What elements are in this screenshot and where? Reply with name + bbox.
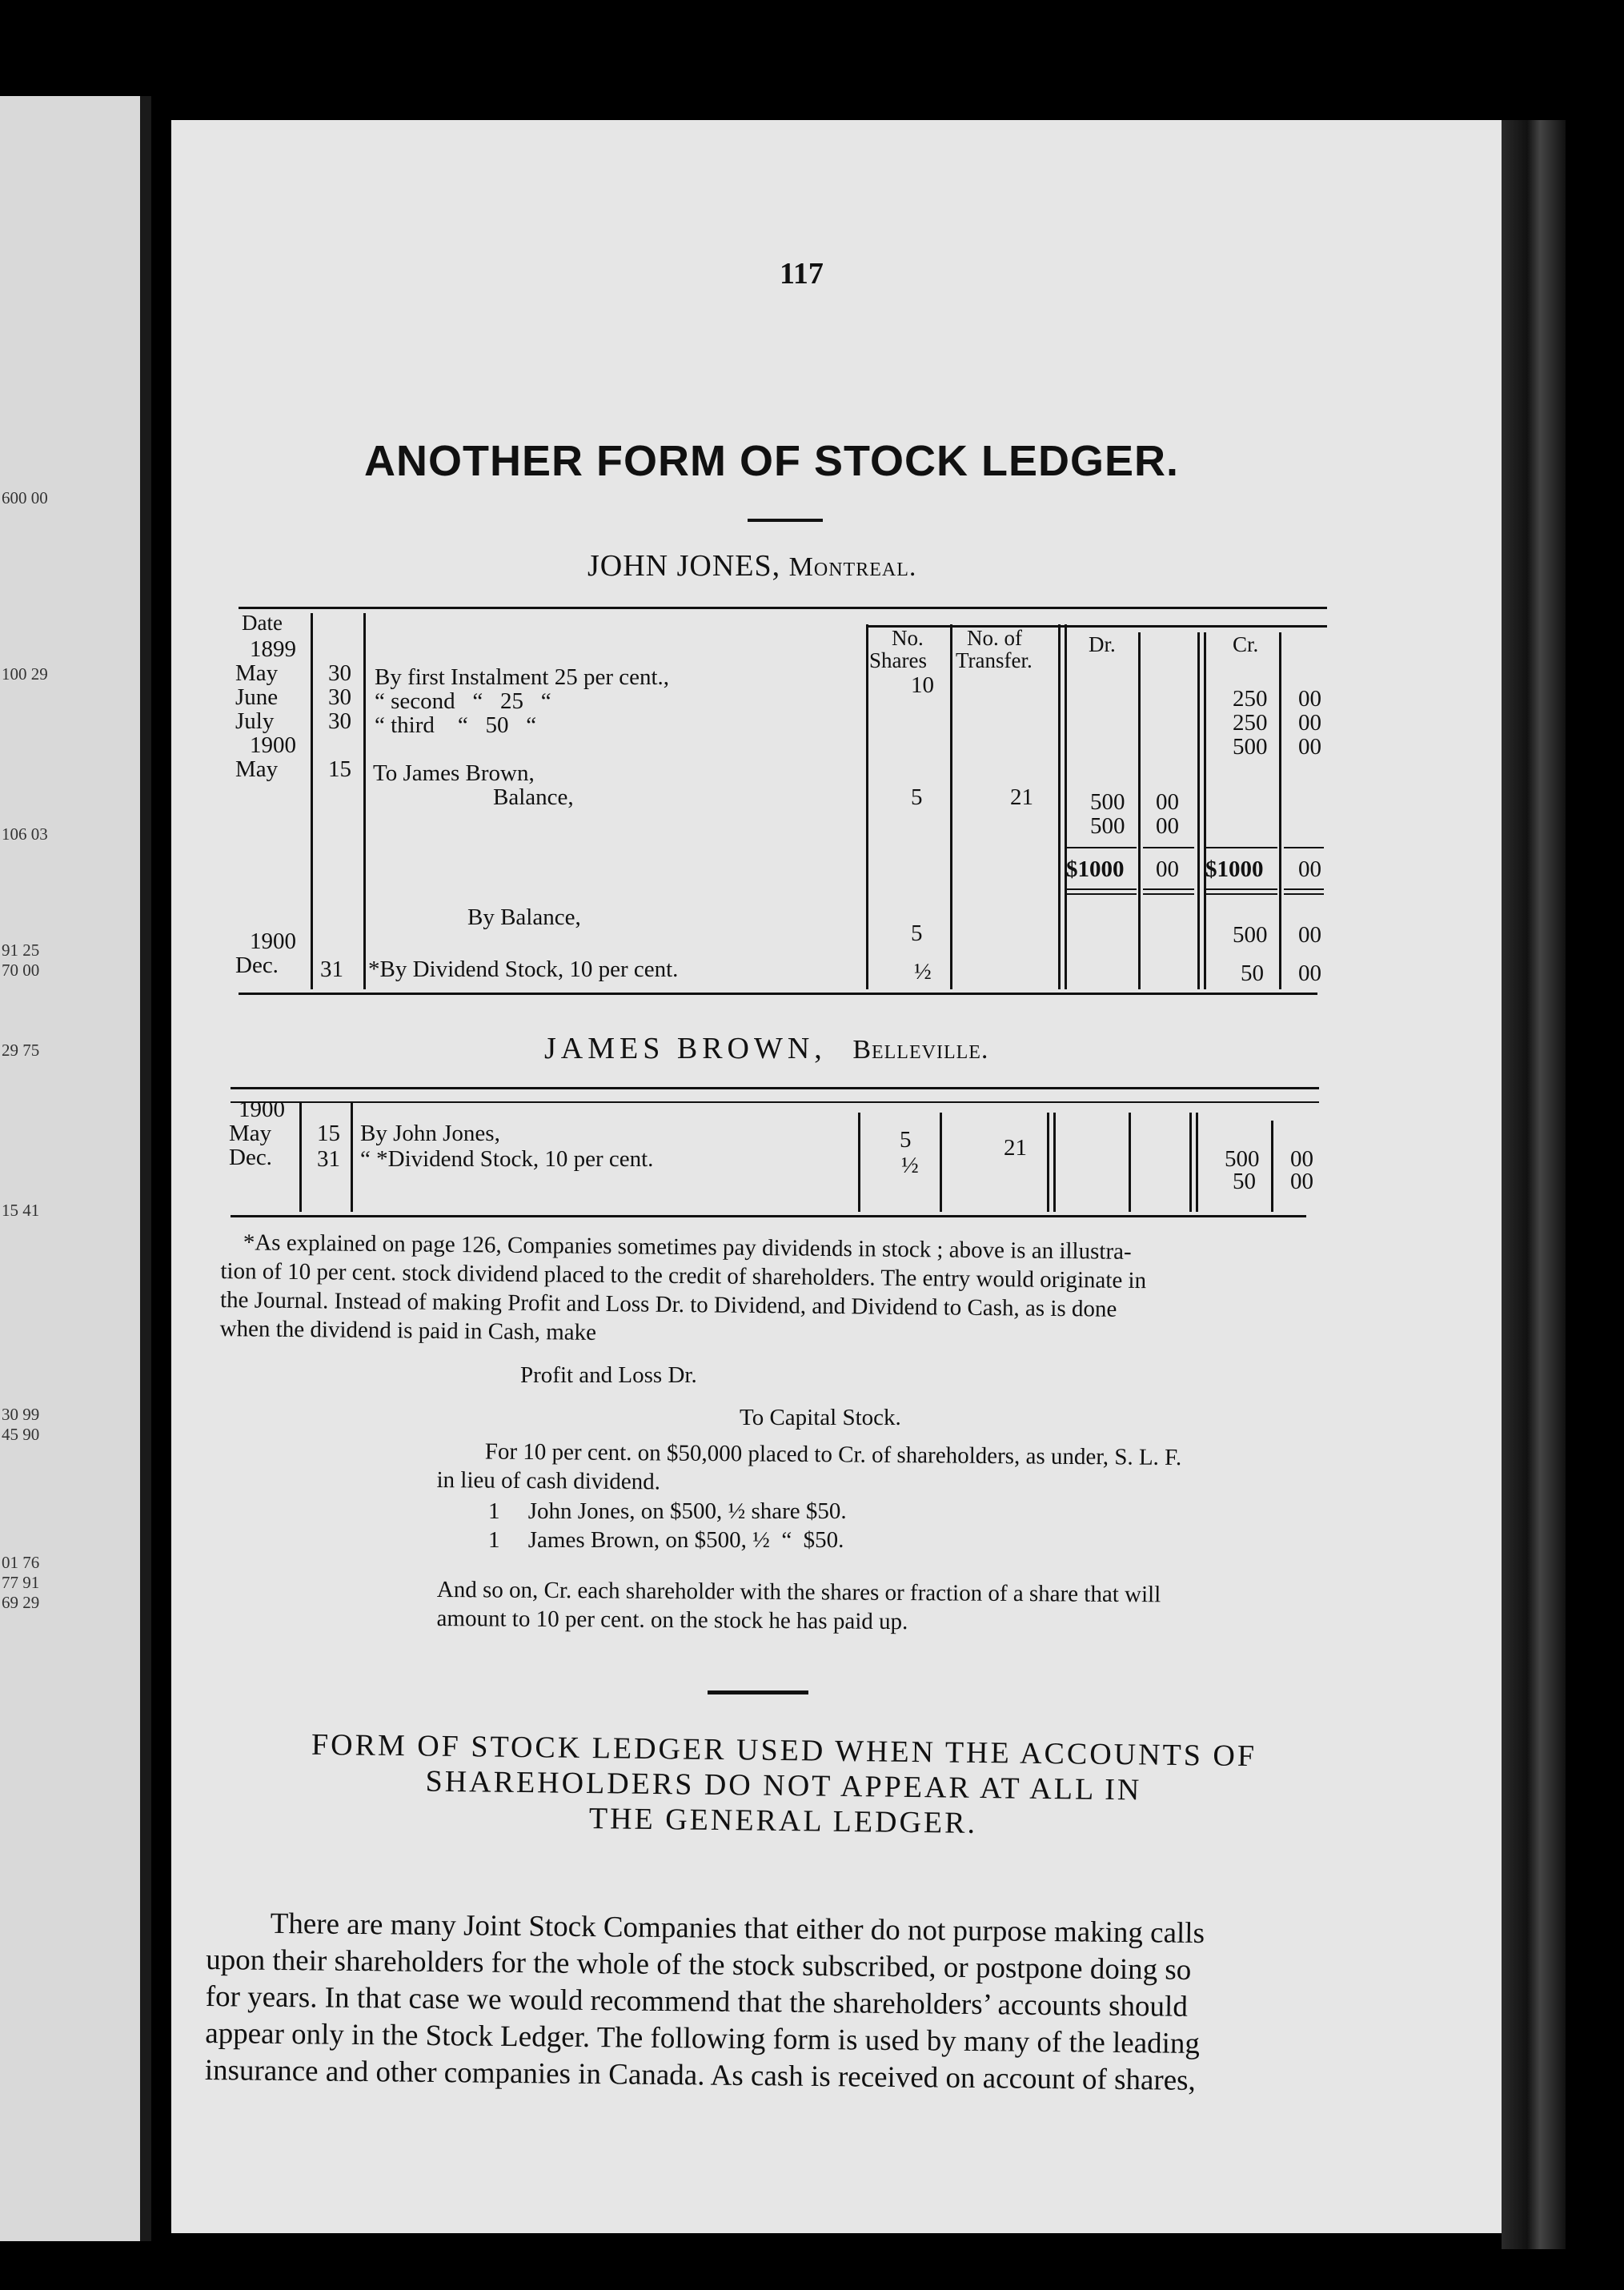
- row-cr: 50: [1241, 961, 1264, 986]
- header-no-transfer: No. of: [967, 626, 1022, 650]
- paragraph-line: for years. In that case we would recommend that the shareholders’ accounts should: [205, 1979, 1189, 2023]
- section-title-line: FORM OF STOCK LEDGER USED WHEN THE ACCOUNTS OF: [311, 1727, 1257, 1774]
- row-shares: ½: [901, 1153, 919, 1178]
- row-cr-cents: 00: [1290, 1169, 1313, 1194]
- page-title: ANOTHER FORM OF STOCK LEDGER.: [363, 437, 1179, 485]
- left-page-number: 70 00: [2, 961, 40, 980]
- row-description: To James Brown,: [373, 760, 535, 786]
- row-cr: 500: [1233, 922, 1268, 948]
- closing-note: [436, 1575, 1161, 1638]
- left-page-number: 100 29: [2, 664, 48, 684]
- row-description: “ *Dividend Stock, 10 per cent.: [360, 1146, 654, 1172]
- header-date: Date: [242, 611, 283, 635]
- row-shares: ½: [914, 959, 932, 985]
- row-day: 15: [328, 756, 351, 782]
- row-cr: 250: [1233, 710, 1268, 736]
- row-month: May: [229, 1121, 272, 1146]
- account-place: Belleville.: [852, 1035, 989, 1065]
- closing-line: And so on, Cr. each shareholder with the shares or fraction of a share that will: [436, 1577, 1161, 1608]
- section-title: [211, 1726, 1357, 1845]
- header-no-transfer: Transfer.: [956, 648, 1033, 672]
- left-page-number: 77 91: [2, 1573, 40, 1592]
- entry-item: [488, 1526, 844, 1554]
- year-label: 1900: [239, 1097, 285, 1122]
- row-day: 30: [328, 660, 351, 686]
- row-day: 15: [317, 1121, 340, 1146]
- row-transfer: 21: [1010, 784, 1033, 810]
- row-description: “ third “ 50 “: [375, 712, 537, 738]
- account-name: JAMES BROWN,: [544, 1032, 827, 1065]
- total-dr: $1000: [1066, 856, 1125, 882]
- row-cr-cents: 00: [1298, 922, 1321, 948]
- entry-note: [436, 1437, 1181, 1501]
- item-text: John Jones, on $500, ½ share $50.: [527, 1498, 847, 1524]
- left-page-number: 106 03: [2, 824, 48, 844]
- paragraph-line: insurance and other companies in Canada. As cash is received on account of shares,: [204, 2053, 1197, 2097]
- section-title-line: THE GENERAL LEDGER.: [588, 1802, 978, 1840]
- row-dr-cents: 00: [1156, 789, 1179, 815]
- row-cr: 50: [1233, 1169, 1256, 1194]
- header-no-shares: Shares: [869, 648, 927, 672]
- title-rule: [748, 519, 823, 522]
- year-label: 1900: [250, 732, 296, 758]
- item-number: 1: [488, 1527, 500, 1553]
- row-cr: 500: [1233, 734, 1268, 760]
- year-label: 1899: [250, 636, 296, 662]
- body-paragraph: [205, 1905, 1205, 2100]
- row-dr-cents: 00: [1156, 813, 1179, 839]
- paragraph-line: There are many Joint Stock Companies that either do not purpose making calls: [270, 1907, 1205, 1951]
- row-month: May: [235, 660, 279, 686]
- entry-debit: Profit and Loss Dr.: [520, 1362, 697, 1388]
- row-shares: 5: [911, 920, 923, 946]
- row-month: May: [235, 756, 279, 782]
- left-page-number: 30 99: [2, 1405, 40, 1424]
- row-shares: 5: [911, 784, 923, 810]
- row-description: By John Jones,: [360, 1121, 500, 1146]
- item-text: James Brown, on $500, ½ “ $50.: [527, 1527, 844, 1553]
- paragraph-line: appear only in the Stock Ledger. The following form is used by many of the leading: [205, 2016, 1201, 2061]
- account-place: Montreal.: [788, 552, 917, 582]
- row-cr-cents: 00: [1298, 686, 1321, 712]
- row-cr: 500: [1225, 1146, 1260, 1172]
- total-cr: $1000: [1205, 856, 1264, 882]
- header-no-shares: No.: [892, 626, 924, 650]
- row-description: By first Instalment 25 per cent.,: [375, 664, 670, 690]
- row-cr-cents: 00: [1298, 710, 1321, 736]
- section-divider: [708, 1690, 808, 1694]
- row-month: Dec.: [235, 952, 279, 978]
- entry-credit: To Capital Stock.: [740, 1405, 901, 1430]
- row-cr: 250: [1233, 686, 1268, 712]
- footnote-line: the Journal. Instead of making Profit and Loss Dr. to Dividend, and Dividend to Cash, as is done: [219, 1286, 1117, 1322]
- row-dr: 500: [1090, 813, 1125, 839]
- left-page-number: 600 00: [2, 488, 48, 507]
- total-dr-cents: 00: [1156, 856, 1179, 882]
- row-day: 30: [328, 708, 351, 734]
- row-description: *By Dividend Stock, 10 per cent.: [368, 957, 679, 982]
- item-number: 1: [488, 1498, 500, 1524]
- left-page-number: 69 29: [2, 1593, 40, 1612]
- row-dr: 500: [1090, 789, 1125, 815]
- page-edge: [1502, 120, 1566, 2249]
- row-shares: 5: [900, 1127, 912, 1153]
- left-page-number: 15 41: [2, 1201, 40, 1220]
- entry-note-line: For 10 per cent. on $50,000 placed to Cr. of shareholders, as under, S. L. F.: [484, 1438, 1182, 1471]
- row-month: Dec.: [229, 1145, 272, 1170]
- row-shares: 10: [911, 672, 934, 698]
- row-description: “ second “ 25 “: [375, 688, 551, 714]
- row-transfer: 21: [1004, 1135, 1027, 1161]
- row-cr-cents: 00: [1298, 961, 1321, 986]
- left-page-fragment: [0, 96, 151, 2241]
- section-title-line: SHAREHOLDERS DO NOT APPEAR AT ALL IN: [425, 1764, 1142, 1807]
- row-cr-cents: 00: [1298, 734, 1321, 760]
- left-page-number: 01 76: [2, 1553, 40, 1572]
- entry-note-line: in lieu of cash dividend.: [436, 1466, 661, 1495]
- paragraph-line: upon their shareholders for the whole of the stock subscribed, or postpone doing so: [206, 1943, 1192, 1987]
- total-cr-cents: 00: [1298, 856, 1321, 882]
- footnote: [219, 1228, 1146, 1353]
- row-day: 31: [317, 1146, 340, 1172]
- page-number: 117: [780, 257, 824, 291]
- row-description: Balance,: [493, 784, 574, 810]
- footnote-line: when the dividend is paid in Cash, make: [219, 1315, 597, 1346]
- account-header-john-jones: [587, 548, 916, 584]
- row-cr-cents: 00: [1290, 1146, 1313, 1172]
- closing-line: amount to 10 per cent. on the stock he has paid up.: [436, 1605, 908, 1635]
- left-page-number: 29 75: [2, 1041, 40, 1060]
- row-day: 30: [328, 684, 351, 710]
- footnote-line: tion of 10 per cent. stock dividend placed to the credit of shareholders. The entry would originate in: [220, 1257, 1147, 1294]
- header-cr: Cr.: [1233, 632, 1259, 656]
- header-dr: Dr.: [1089, 632, 1116, 656]
- account-name: JOHN JONES,: [587, 549, 781, 583]
- left-page-number: 45 90: [2, 1425, 40, 1444]
- row-description: By Balance,: [467, 904, 581, 930]
- year-label: 1900: [250, 928, 296, 954]
- book-page: [171, 120, 1502, 2233]
- entry-item: [488, 1497, 847, 1526]
- row-day: 31: [320, 957, 343, 982]
- row-month: June: [235, 684, 279, 710]
- account-header-james-brown: [544, 1031, 988, 1066]
- row-month: July: [235, 708, 275, 734]
- footnote-line: *As explained on page 126, Companies sometimes pay dividends in stock ; above is an illustra-: [243, 1229, 1132, 1265]
- left-page-number: 91 25: [2, 940, 40, 960]
